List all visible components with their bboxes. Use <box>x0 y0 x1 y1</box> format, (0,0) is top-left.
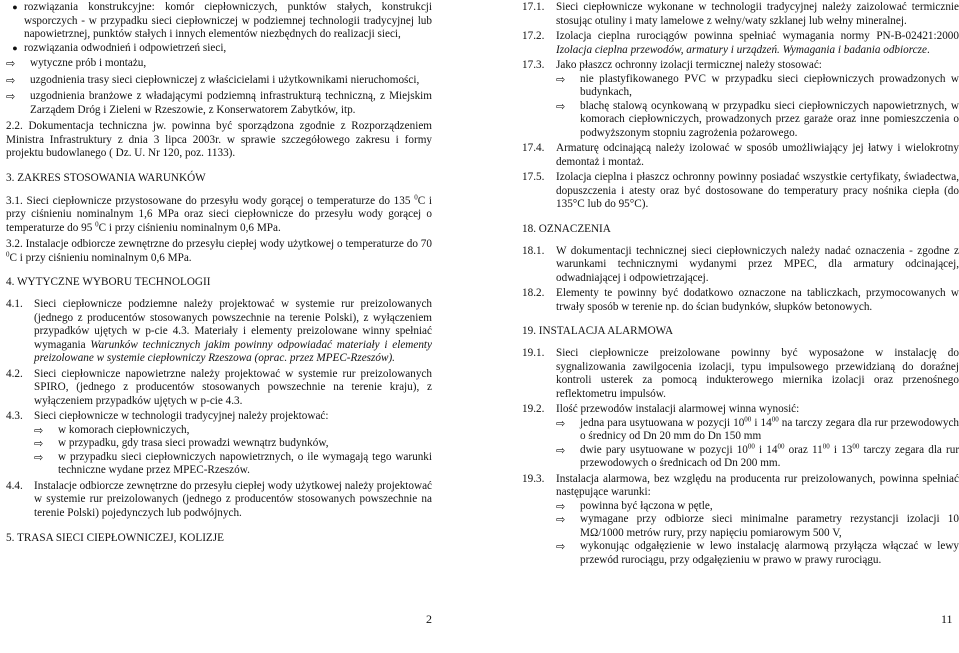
section-17-5: 17.5. Izolacja cieplna i płaszcz ochronny powinny posiadać wszystkie certyfikaty, świadectwa, dopuszczenia i atesty oraz być dostosowane do temperatury pracy nośnika ciepła (do 135°C lub do 95°C). <box>522 171 959 210</box>
heading-section-4: 4. WYTYCZNE WYBORU TECHNOLOGII <box>6 276 211 288</box>
page-number-right: 11 <box>941 612 953 626</box>
arrow-text: wytyczne prób i montażu, <box>30 57 147 69</box>
arrow-item <box>6 74 432 88</box>
right-column <box>492 0 959 567</box>
heading-section-18: 18. OZNACZENIA <box>522 222 611 235</box>
section-2-2: 2.2. Dokumentacja techniczna jw. powinna być sporządzona zgodnie z Rozporządzeniem Ministra Infrastruktury z dnia 3 lipca 2003r. w sprawie szczegółowego zakresu i formy projektu budowlanego ( Dz. U. Nr 120, poz. 1133). <box>6 120 432 159</box>
section-3-2: 3.2. Instalacje odbiorcze zewnętrzne do przesyłu ciepłej wody użytkowej o temperaturze do 70 $^0$C i przy ciśnieniu nominalnym 0,6 MPa. <box>6 238 432 264</box>
section-4-1: 4.1. Sieci ciepłownicze podziemne należy projektować w systemie rur preizolowanych (jednego z producentów stosowanych powszechnie na terenie Polski), z wyłączeniem przypadków ujętych w p-cie 4.3. Materiały i elementy preizolowane winny spełniać wymagania Warunków technicznych jakim powinny odpowiadać materiały i elementy preizolowane w systemie ciepłowniczy Rzeszowa (oprac. przez MPEC-Rzeszów). <box>6 298 432 364</box>
arrow-right-icon: ⇨ <box>556 99 566 113</box>
section-17-1: 17.1. Sieci ciepłownicze wykonane w technologii tradycyjnej należy zaizolować termicznie stosując otuliny i maty lamelowe z wełny/waty szklanej lub wełny mineralnej. <box>522 1 959 27</box>
arrow-item: ⇨ dwie pary usytuowane w pozycji $10^{00}$ i $14^{00}$ oraz $11^{00}$ i $13^{00}$ tarczy zegara dla rur przewodowych o średnicach od Dn 200 mm. <box>556 441 959 469</box>
page-number-left: 2 <box>426 612 432 626</box>
arrow-item: ⇨ w komorach ciepłowniczych, <box>34 423 190 437</box>
arrow-item: ⇨ wymagane przy odbiorze sieci minimalne parametry rezystancji izolacji 10 MΩ/1000 metrów rury, przy napięciu pomiarowym 500 V, <box>556 513 959 539</box>
arrow-item: ⇨ powinna być łączona w pętle, <box>556 499 713 513</box>
section-17-3: 17.3. Jako płaszcz ochronny izolacji termicznej należy stosować: <box>522 59 822 71</box>
section-17-2: 17.2. Izolacja cieplna rurociągów powinna spełniać wymagania normy PN-B-02421:2000 Izolacja cieplna przewodów, armatury i urządzeń. Wymagania i badania odbiorcze. <box>522 30 959 56</box>
section-4-4: 4.4. Instalacje odbiorcze zewnętrzne do przesyłu ciepłej wody użytkowej należy projektować w systemie rur preizolowanych (jednego z producentów stosowanych powszechnie na terenie Polski) pojedynczych lub podwójnych. <box>6 479 432 519</box>
arrow-item: ⇨ w przypadku sieci ciepłowniczych napowietrznych, o ile wymagają tego warunki techniczne wydane przez MPEC-Rzeszów. <box>34 450 432 476</box>
arrow-item: ⇨ wykonując odgałęzienie w lewo instalację alarmową przyłącza włączać w lewy przewód rurociągu, przy odgałęzieniu w prawo w prawy rurociągu. <box>556 540 959 566</box>
heading-section-3: 3. ZAKRES STOSOWANIA WARUNKÓW <box>6 171 206 184</box>
arrow-item: ⇨ blachę stalową ocynkowaną w przypadku sieci ciepłowniczych napowietrznych, w komorach ciepłowniczych, prowadzonych przez garaże oraz inne pomieszczenia o podwyższonym stopniu zagrożenia pożarowego. <box>556 99 959 139</box>
arrow-item: ⇨ jedna para usytuowana w pozycji $10^{00}$ i $14^{00}$ na tarczy zegara dla rur przewodowych o średnicy od Dn 20 mm do Dn 150 mm <box>556 414 959 442</box>
arrow-item: ⇨ nie plastyfikowanego PVC w przypadku sieci ciepłowniczych prowadzonych w budynkach, <box>556 72 959 98</box>
arrow-right-icon: ⇨ <box>556 499 566 513</box>
arrow-right-icon: ⇨ <box>6 57 16 70</box>
bullet-icon: ● <box>12 2 18 12</box>
left-column <box>0 0 442 545</box>
arrow-right-icon: ⇨ <box>556 443 566 457</box>
bullet-icon: ● <box>12 42 18 53</box>
arrow-item: ⇨ w przypadku, gdy trasa sieci prowadzi wewnątrz budynków, <box>34 437 329 450</box>
section-18-2: 18.2. Elementy te powinny być dodatkowo oznaczone na tabliczkach, przymocowanych w trwały sposób w terenie np. do ścian budynków, słupków betonowych. <box>522 287 959 313</box>
section-4-2: 4.2. Sieci ciepłownicze napowietrzne należy projektować w systemie rur preizolowanych SPIRO, (jednego z producentów stosowanych powszechnie na terenie kraju), z wyłączeniem przypadków ujętych w p-cie 4.3. <box>6 367 432 407</box>
arrow-right-icon: ⇨ <box>34 423 44 437</box>
heading-section-19: 19. INSTALACJA ALARMOWA <box>522 325 674 337</box>
section-3-1: 3.1. Sieci ciepłownicze przystosowane do przesyłu wody gorącej o temperaturze do 135 $^0$C i przy ciśnieniu nominalnym 1,6 MPa oraz sieci ciepłownicze do przesyłu wody gorącej o temperaturze do 95 $^0$C i przy ciśnieniu nominalnym 0,6 MPa. <box>6 192 433 234</box>
section-19-1: 19.1. Sieci ciepłownicze preizolowane powinny być wyposażone w instalację do sygnalizowania zawilgocenia izolacji, typu impulsowego przewidzianą do doraźnej kontroli usterek za pomocą indukterowego miernika izolacji oraz przenośnego reflektometru impulsów. <box>522 347 959 400</box>
arrow-right-icon: ⇨ <box>556 540 566 553</box>
arrow-right-icon: ⇨ <box>556 72 566 86</box>
arrow-text: uzgodnienia trasy sieci ciepłowniczej z właścicielami i użytkownikami nieruchomości, <box>30 73 420 86</box>
bullet-item <box>6 1 432 42</box>
section-17-4: 17.4. Armaturę odcinającą należy izolować w sposób umożliwiający jej łatwy i wielokrotny demontaż i montaż. <box>522 142 959 168</box>
bullet-item <box>6 42 432 56</box>
arrow-text: uzgodnienia branżowe z władającymi podziemną infrastrukturą techniczną, z Miejskim Zarządem Dróg i Zieleni w Rzeszowie, z Konserwatorem Zabytków, itp. <box>30 90 432 116</box>
section-4-3: 4.3. Sieci ciepłownicze w technologii tradycyjnej należy projektować: <box>6 410 329 422</box>
arrow-right-icon: ⇨ <box>6 73 16 87</box>
section-19-3: 19.3. Instalacja alarmowa, bez względu na producenta rur preizolowanych, powinna spełniać następujące warunki: <box>522 472 959 498</box>
bullet-text: rozwiązania konstrukcyjne: komór ciepłowniczych, punktów stałych, konstrukcji wsporczych - w przypadku sieci ciepłowniczej w podziemnej technologii tradycyjnej lub napowietrznej, punktów stałych i innych elementów niezbędnych do realizacji sieci, <box>24 1 432 40</box>
arrow-right-icon: ⇨ <box>34 437 44 450</box>
heading-section-5: 5. TRASA SIECI CIEPŁOWNICZEJ, KOLIZJE <box>6 532 224 544</box>
arrow-item <box>6 57 432 71</box>
arrow-right-icon: ⇨ <box>34 450 44 464</box>
arrow-right-icon: ⇨ <box>6 90 16 103</box>
arrow-right-icon: ⇨ <box>556 513 566 526</box>
section-19-2: 19.2. Ilość przewodów instalacji alarmowej winna wynosić: <box>522 403 800 415</box>
section-18-1: 18.1. W dokumentacji technicznej sieci ciepłowniczych należy nadać oznaczenia - zgodne z warunkami technicznymi wydanymi przez MPEC, dla armatury odcinającej, odwadniającej i odpowietrzającej. <box>522 244 959 284</box>
arrow-item <box>6 90 432 117</box>
arrow-right-icon: ⇨ <box>556 416 566 430</box>
bullet-text: rozwiązania odwodnień i odpowietrzeń sieci, <box>24 41 227 54</box>
